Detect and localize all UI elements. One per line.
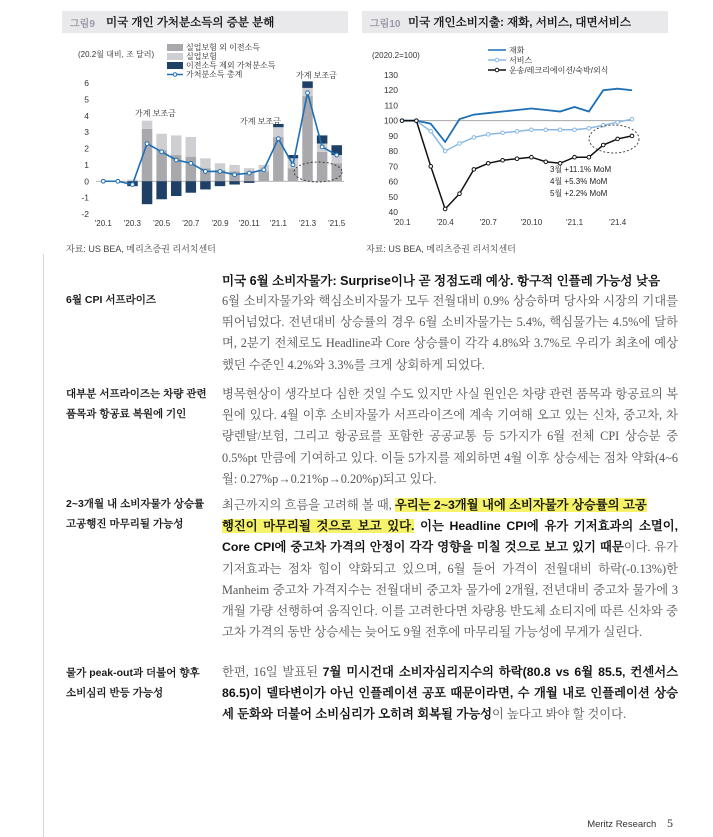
chart10-xtick-label: '21.4 <box>609 218 627 227</box>
chart10-ytick-label: 70 <box>388 161 398 172</box>
chart9-bar-unemployment <box>142 121 153 129</box>
chart10-point-services <box>616 120 620 124</box>
chart9-xtick-label: '20.3 <box>123 219 142 228</box>
chart9-xtick-label: '20.9 <box>211 219 229 228</box>
chart10-series-line-services <box>402 119 632 151</box>
chart9-xtick-label: '20.1 <box>94 219 112 228</box>
paragraph-sentiment <box>222 662 678 726</box>
sidenote-cpi-peak-line1: 2~3개월 내 소비자물가 상승률 <box>66 498 205 510</box>
figure10-number: 그림10 <box>370 19 401 30</box>
figure9-header <box>62 11 348 33</box>
sidenote-sentiment-line2: 소비심리 반등 가능성 <box>66 687 164 699</box>
chart9-bar-transfer <box>156 150 167 181</box>
chart9-bar-unemployment <box>171 135 182 155</box>
cpi-peak-bold-1: 이는 Headline CPI에 유가 기저효과의 소멸이, <box>414 519 679 534</box>
chart10-point-services <box>501 131 505 135</box>
chart10-point-services <box>429 130 433 134</box>
chart9-bar-unemployment <box>156 134 167 150</box>
chart9-x-axis <box>95 219 346 228</box>
figure9-title: 미국 개인 가처분소득의 증분 분해 <box>106 17 275 29</box>
sidenote-vehicle-airfare-line2: 품목과 항공료 복원에 기인 <box>66 408 187 420</box>
chart10-highlight-ellipse <box>589 125 639 153</box>
chart9-legend-label: 이전소득 제외 가처분소득 <box>186 61 276 70</box>
chart9-total-point <box>335 153 339 157</box>
chart9-bar-exclude-transfer <box>171 181 182 196</box>
chart10-point-in-person <box>587 155 591 159</box>
chart10-point-services <box>544 128 548 132</box>
chart10-point-in-person <box>530 155 534 159</box>
chart9-bar-unemployment <box>229 165 240 172</box>
page-footer <box>587 816 673 831</box>
chart10-ytick-label: 100 <box>383 115 398 126</box>
chart9-total-point <box>276 137 280 141</box>
chart10-ytick-label: 50 <box>388 191 398 202</box>
chart9-total-point <box>116 179 120 183</box>
chart9-ytick-label: 2 <box>84 143 89 154</box>
chart10-point-in-person <box>601 143 605 147</box>
chart9-xtick-label: '20.7 <box>182 219 200 228</box>
chart10-point-services <box>472 136 476 140</box>
chart10-legend-marker <box>495 58 499 62</box>
chart9-xtick-label: '21.3 <box>298 219 317 228</box>
chart9-bar-exclude-transfer <box>302 81 313 88</box>
chart9-ytick-label: -1 <box>81 192 89 203</box>
chart10-unit-label: (2020.2=100) <box>372 51 420 60</box>
chart9-total-point <box>218 170 222 174</box>
chart10-point-services <box>573 128 577 132</box>
sentiment-text-2: 이 높다고 봐야 할 것이다. <box>491 707 627 722</box>
chart9-bar-transfer <box>186 157 197 182</box>
chart10-point-services <box>515 130 519 134</box>
chart10-legend-label: 운송/레크리에이션/숙박/외식 <box>509 66 609 75</box>
chart9-bar-transfer <box>259 171 270 181</box>
chart9-total-point <box>320 145 324 149</box>
chart9-bar-unemployment <box>273 127 284 137</box>
chart9-xtick-label: '20.5 <box>153 219 171 228</box>
chart10-point-services <box>443 149 447 153</box>
chart10-point-in-person <box>501 158 505 162</box>
chart10-ytick-label: 130 <box>383 70 398 80</box>
chart9-bar-exclude-transfer <box>317 135 328 143</box>
sidenote-cpi-peak <box>66 494 204 534</box>
chart10-point-in-person <box>630 134 634 138</box>
chart9-legend <box>167 42 276 79</box>
sidenote-cpi-peak-line2: 고공행진 마무리될 가능성 <box>66 518 184 530</box>
chart10-point-in-person <box>400 119 404 123</box>
section-headline: 미국 6월 소비자물가: Surprise이나 곧 정점도래 예상. 항구적 인플레 가능성 낮음 <box>222 274 661 288</box>
chart10-x-axis <box>393 218 626 227</box>
chart9-annotation-3: 가계 보조금 <box>296 71 337 80</box>
chart9-total-point <box>131 183 135 187</box>
chart10-legend-marker <box>495 68 499 72</box>
chart10-point-in-person <box>415 119 419 123</box>
chart-consumption-expenditure <box>362 38 672 238</box>
chart9-xtick-label: '21.5 <box>328 219 346 228</box>
chart10-point-in-person <box>616 137 620 141</box>
figure10-title: 미국 개인소비지출: 재화, 서비스, 대면서비스 <box>408 17 631 29</box>
chart9-xtick-label: '21.1 <box>269 219 287 228</box>
chart9-legend-marker <box>173 73 177 77</box>
chart9-ytick-label: 1 <box>84 159 89 170</box>
page-number: 5 <box>667 816 673 830</box>
chart9-total-point <box>204 170 208 174</box>
chart9-legend-swatch <box>167 62 183 69</box>
chart10-note-3: 5월 +2.2% MoM <box>550 189 608 198</box>
chart9-ytick-label: -2 <box>81 209 89 219</box>
chart10-point-in-person <box>429 165 433 169</box>
chart9-total-point <box>262 168 266 172</box>
chart10-legend <box>488 45 608 75</box>
chart9-total-point <box>174 158 178 162</box>
chart9-legend-swatch <box>167 53 183 60</box>
chart10-legend-label: 서비스 <box>509 56 533 65</box>
chart9-ytick-label: 6 <box>84 78 89 88</box>
chart-disposable-income <box>62 38 352 238</box>
chart10-ytick-label: 80 <box>388 146 398 157</box>
chart10-xtick-label: '20.10 <box>520 218 543 227</box>
chart9-legend-label: 실업보험 <box>186 52 217 61</box>
chart9-xtick-label: '20.11 <box>238 219 260 228</box>
chart10-point-services <box>530 128 534 132</box>
sidenote-vehicle-airfare <box>66 384 207 424</box>
chart9-bar-exclude-transfer <box>200 181 211 189</box>
chart9-bar-transfer <box>288 168 299 181</box>
sentiment-bold: 7월 미시건대 소비자심리지수의 하락(80.8 vs 6월 85.5, 컨센서스 86.5)이 델타변이가 아닌 인플레이션 공포 때문이라면, 수 개월 내로 인플레이션 상승세 둔화와 더불어 소비심리가 오히려 회복될 가능성 <box>222 665 678 722</box>
chart10-legend-label: 재화 <box>509 46 525 55</box>
chart10-series-line-goods <box>402 89 632 142</box>
chart9-annotation-2: 가계 보조금 <box>240 117 281 126</box>
cpi-peak-bold-2: Core CPI에 중고차 가격의 안정이 각각 영향을 미칠 것으로 보고 있기 때문 <box>222 540 624 555</box>
chart9-ytick-label: 0 <box>84 176 89 187</box>
chart9-total-point <box>101 179 105 183</box>
chart9-bar-transfer <box>317 152 328 181</box>
figure10-source: 자료: US BEA, 메리츠증권 리서치센터 <box>366 244 516 254</box>
chart10-point-services <box>558 128 562 132</box>
chart9-legend-label: 실업보험 외 이전소득 <box>186 43 260 52</box>
chart9-bar-unemployment <box>215 163 226 170</box>
chart10-point-services <box>630 117 634 121</box>
sidenote-cpi-surprise: 6월 CPI 서프라이즈 <box>66 294 157 306</box>
chart10-ytick-label: 40 <box>388 207 398 217</box>
chart9-total-point <box>145 142 149 146</box>
footer-brand: Meritz Research <box>587 819 657 830</box>
paragraph-cpi-peak <box>222 495 678 643</box>
sidenote-sentiment-line1: 물가 peak-out과 더불어 향후 <box>66 667 200 679</box>
chart9-ytick-label: 5 <box>84 94 89 105</box>
chart9-total-point <box>247 171 251 175</box>
chart10-note-1: 3월 +11.1% MoM <box>550 165 612 174</box>
chart9-total-point <box>306 91 310 95</box>
cpi-peak-highlight-2: 행진이 마무리될 것으로 보고 있다. <box>222 519 415 534</box>
chart9-bar-unemployment <box>200 158 211 168</box>
chart9-annotation-1: 가계 보조금 <box>135 109 176 118</box>
chart9-bar-exclude-transfer <box>229 181 240 184</box>
chart10-ytick-label: 60 <box>388 176 398 187</box>
chart9-total-point <box>233 173 237 177</box>
chart10-point-in-person <box>515 157 519 161</box>
chart9-bar-exclude-transfer <box>156 181 167 199</box>
figure9-number: 그림9 <box>70 19 95 30</box>
chart9-bar-exclude-transfer <box>215 181 226 186</box>
cpi-peak-highlight-1: 우리는 2~3개월 내에 소비자물가 상승률의 고공 <box>394 498 647 512</box>
chart9-total-point <box>291 163 295 167</box>
cpi-peak-text-1: 최근까지의 흐름을 고려해 볼 때, <box>222 498 395 512</box>
chart9-ytick-label: 4 <box>84 110 89 121</box>
paragraph-cpi-surprise: 6월 소비자물가와 핵심소비자물가 모두 전월대비 0.9% 상승하며 당사와 시장의 기대를 뛰어넘었다. 전년대비 상승률의 경우 6월 소비자물가는 5.4%, 핵심물가는 4.5%에 달하며, 2분기 전체로도 Headline과 Core 상승률이 각각 4.8%와 3.7%로 우리가 최초에 예상했던 수준인 4.2%와 3.3%를 크게 상회하게 되었다. <box>222 294 678 372</box>
cpi-peak-text-2: 이다. 유가 기저효과는 점차 힘이 약화되고 있으며, 6월 들어 가격이 전월대비 하락(-0.13%)한 Manheim 중고차 가격지수는 전월대비 중고차 물가에 2개월, 전년대비 중고차 물가에 3개월 가량 선행하여 움직인다. 이를 고려한다면 차량용 반도체 쇼티지에 따른 신차와 중고차 가격의 동반 상승세는 늦어도 9월 전후에 마무리될 가능성에 무게가 실린다. <box>222 540 678 640</box>
chart10-note-2: 4월 +5.3% MoM <box>550 177 608 186</box>
figure9-source: 자료: US BEA, 메리츠증권 리서치센터 <box>66 244 216 254</box>
sidenote-sentiment <box>66 663 200 703</box>
chart10-point-services <box>486 133 490 137</box>
chart10-point-in-person <box>544 160 548 164</box>
chart10-ytick-label: 90 <box>388 130 398 141</box>
paragraph-vehicle-airfare: 병목현상이 생각보다 심한 것일 수도 있지만 사실 원인은 차량 관련 품목과 항공료의 복원에 있다. 4월 이후 소비자물가 서프라이즈에 계속 기여해 오고 있는 신차, 중고차, 차량렌탈/보험, 그리고 항공료를 포함한 공공교통 등 5가지가 6월 전체 CPI 상승분 중 0.5%pt 만큼에 기여하고 있다. 이들 5가지를 제외하면 4월 이후 상승세는 점차 약화(4~6월: 0.27%p→0.21%p→0.20%p)되고 있다. <box>222 387 678 486</box>
figure10-header <box>362 11 668 33</box>
chart9-legend-label: 가처분소득 총계 <box>186 70 243 79</box>
chart9-unit-label: (20.2월 대비, 조 달러) <box>78 50 155 59</box>
chart9-bar-exclude-transfer <box>244 181 255 183</box>
chart9-bar-exclude-transfer <box>186 181 197 192</box>
chart10-point-services <box>458 142 462 146</box>
chart10-point-in-person <box>486 161 490 165</box>
sidenote-vehicle-airfare-line1: 대부분 서프라이즈는 차량 관련 <box>66 388 207 400</box>
chart10-xtick-label: '21.1 <box>565 218 584 227</box>
chart9-ytick-label: 3 <box>84 127 89 138</box>
chart10-xtick-label: '20.7 <box>479 218 497 227</box>
chart10-point-services <box>587 126 591 130</box>
margin-rule <box>43 254 44 837</box>
chart10-ytick-label: 110 <box>384 100 398 111</box>
chart9-total-point <box>189 161 193 165</box>
chart9-bar-exclude-transfer <box>142 181 153 204</box>
chart10-point-in-person <box>472 168 476 172</box>
chart10-ytick-label: 120 <box>383 85 398 96</box>
chart10-point-in-person <box>573 155 577 159</box>
chart10-xtick-label: '20.1 <box>393 218 411 227</box>
chart10-xtick-label: '20.4 <box>436 218 454 227</box>
chart9-bar-unemployment <box>127 180 138 182</box>
chart9-bar-unemployment <box>186 137 197 157</box>
chart9-total-point <box>160 150 164 154</box>
chart10-point-in-person <box>458 192 462 196</box>
chart9-legend-swatch <box>167 44 183 51</box>
sentiment-text-1: 한편, 16일 발표된 <box>222 665 323 679</box>
chart10-point-in-person <box>443 207 447 211</box>
